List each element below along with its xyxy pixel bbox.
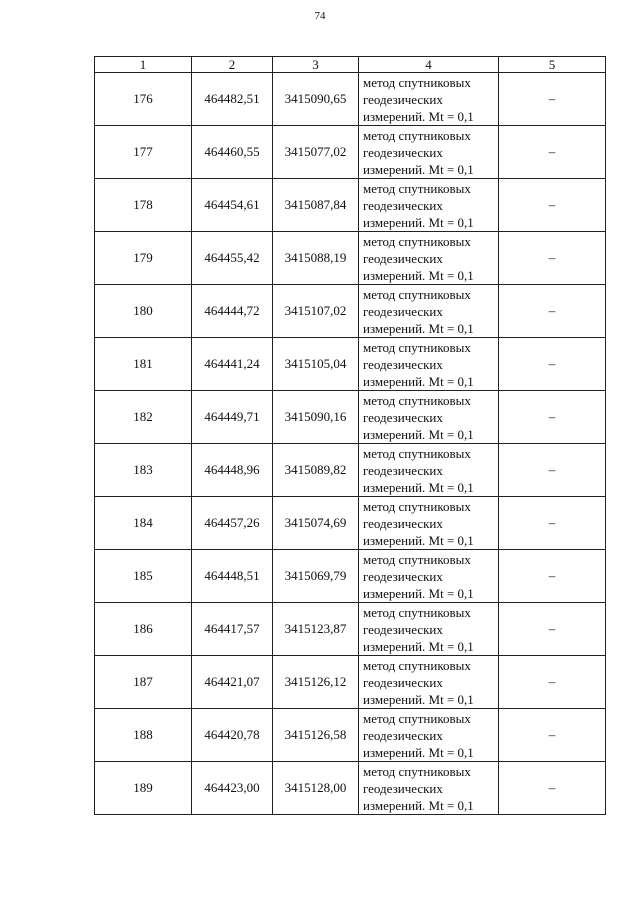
method-line: геодезических — [363, 409, 443, 425]
note-cell: – — [499, 656, 606, 709]
column-header-2: 2 — [192, 57, 273, 73]
x-coordinate-cell: 464455,42 — [192, 232, 273, 285]
table-row — [95, 444, 606, 497]
point-number-cell: 179 — [95, 232, 192, 285]
point-number-cell: 185 — [95, 550, 192, 603]
method-line: измерений. Mt = 0,1 — [363, 691, 474, 707]
method-line: метод спутниковых — [363, 604, 471, 620]
method-line: измерений. Mt = 0,1 — [363, 320, 474, 336]
point-number-cell: 177 — [95, 126, 192, 179]
column-header-5: 5 — [499, 57, 606, 73]
method-line: измерений. Mt = 0,1 — [363, 373, 474, 389]
point-number-cell: 182 — [95, 391, 192, 444]
x-coordinate-cell: 464482,51 — [192, 73, 273, 126]
method-line: измерений. Mt = 0,1 — [363, 744, 474, 760]
method-line: метод спутниковых — [363, 763, 471, 779]
page-number: 74 — [314, 10, 326, 22]
note-cell: – — [499, 232, 606, 285]
y-coordinate-cell: 3415077,02 — [273, 126, 359, 179]
method-line: измерений. Mt = 0,1 — [363, 267, 474, 283]
y-coordinate-cell: 3415105,04 — [273, 338, 359, 391]
note-cell: – — [499, 497, 606, 550]
table-row — [95, 709, 606, 762]
method-cell — [359, 656, 499, 709]
table-row — [95, 656, 606, 709]
y-coordinate-cell: 3415123,87 — [273, 603, 359, 656]
method-line: геодезических — [363, 144, 443, 160]
table-row — [95, 126, 606, 179]
table-row — [95, 232, 606, 285]
y-coordinate-cell: 3415089,82 — [273, 444, 359, 497]
method-line: метод спутниковых — [363, 498, 471, 514]
method-line: геодезических — [363, 674, 443, 690]
method-line: измерений. Mt = 0,1 — [363, 161, 474, 177]
y-coordinate-cell: 3415069,79 — [273, 550, 359, 603]
method-cell — [359, 762, 499, 815]
column-header-3: 3 — [273, 57, 359, 73]
method-cell — [359, 73, 499, 126]
y-coordinate-cell: 3415087,84 — [273, 179, 359, 232]
method-line: геодезических — [363, 91, 443, 107]
note-cell: – — [499, 391, 606, 444]
x-coordinate-cell: 464460,55 — [192, 126, 273, 179]
note-cell: – — [499, 550, 606, 603]
method-line: метод спутниковых — [363, 233, 471, 249]
note-cell: – — [499, 126, 606, 179]
method-line: измерений. Mt = 0,1 — [363, 214, 474, 230]
method-line: метод спутниковых — [363, 286, 471, 302]
method-line: геодезических — [363, 197, 443, 213]
method-cell — [359, 497, 499, 550]
method-line: геодезических — [363, 515, 443, 531]
method-line: метод спутниковых — [363, 127, 471, 143]
method-line: геодезических — [363, 250, 443, 266]
method-cell — [359, 550, 499, 603]
table-row — [95, 603, 606, 656]
x-coordinate-cell: 464449,71 — [192, 391, 273, 444]
method-line: измерений. Mt = 0,1 — [363, 532, 474, 548]
note-cell: – — [499, 338, 606, 391]
column-header-1: 1 — [95, 57, 192, 73]
y-coordinate-cell: 3415107,02 — [273, 285, 359, 338]
x-coordinate-cell: 464420,78 — [192, 709, 273, 762]
note-cell: – — [499, 762, 606, 815]
table-row — [95, 550, 606, 603]
x-coordinate-cell: 464457,26 — [192, 497, 273, 550]
method-line: метод спутниковых — [363, 74, 471, 90]
note-cell: – — [499, 285, 606, 338]
x-coordinate-cell: 464423,00 — [192, 762, 273, 815]
method-line: измерений. Mt = 0,1 — [363, 797, 474, 813]
y-coordinate-cell: 3415128,00 — [273, 762, 359, 815]
method-cell — [359, 444, 499, 497]
y-coordinate-cell: 3415088,19 — [273, 232, 359, 285]
note-cell: – — [499, 603, 606, 656]
method-line: геодезических — [363, 621, 443, 637]
point-number-cell: 187 — [95, 656, 192, 709]
x-coordinate-cell: 464448,96 — [192, 444, 273, 497]
method-line: геодезических — [363, 727, 443, 743]
y-coordinate-cell: 3415074,69 — [273, 497, 359, 550]
x-coordinate-cell: 464417,57 — [192, 603, 273, 656]
method-line: метод спутниковых — [363, 445, 471, 461]
table-row — [95, 497, 606, 550]
method-line: геодезических — [363, 568, 443, 584]
note-cell: – — [499, 709, 606, 762]
point-number-cell: 176 — [95, 73, 192, 126]
method-cell — [359, 285, 499, 338]
table-body — [95, 73, 606, 815]
table-row — [95, 285, 606, 338]
table-header — [95, 57, 606, 73]
method-cell — [359, 391, 499, 444]
point-number-cell: 188 — [95, 709, 192, 762]
point-number-cell: 189 — [95, 762, 192, 815]
coordinates-table — [94, 56, 606, 815]
method-line: метод спутниковых — [363, 551, 471, 567]
point-number-cell: 178 — [95, 179, 192, 232]
point-number-cell: 183 — [95, 444, 192, 497]
x-coordinate-cell: 464454,61 — [192, 179, 273, 232]
y-coordinate-cell: 3415090,16 — [273, 391, 359, 444]
method-line: метод спутниковых — [363, 657, 471, 673]
column-header-4: 4 — [359, 57, 499, 73]
point-number-cell: 186 — [95, 603, 192, 656]
method-cell — [359, 232, 499, 285]
method-line: метод спутниковых — [363, 339, 471, 355]
method-line: геодезических — [363, 780, 443, 796]
method-line: измерений. Mt = 0,1 — [363, 426, 474, 442]
method-cell — [359, 126, 499, 179]
note-cell: – — [499, 73, 606, 126]
method-cell — [359, 179, 499, 232]
y-coordinate-cell: 3415126,58 — [273, 709, 359, 762]
method-cell — [359, 709, 499, 762]
table-row — [95, 73, 606, 126]
header-row — [95, 57, 606, 73]
y-coordinate-cell: 3415090,65 — [273, 73, 359, 126]
point-number-cell: 184 — [95, 497, 192, 550]
x-coordinate-cell: 464448,51 — [192, 550, 273, 603]
method-cell — [359, 338, 499, 391]
point-number-cell: 180 — [95, 285, 192, 338]
method-line: геодезических — [363, 356, 443, 372]
table-row — [95, 391, 606, 444]
method-line: метод спутниковых — [363, 180, 471, 196]
method-line: измерений. Mt = 0,1 — [363, 108, 474, 124]
table-row — [95, 179, 606, 232]
method-cell — [359, 603, 499, 656]
x-coordinate-cell: 464441,24 — [192, 338, 273, 391]
method-line: измерений. Mt = 0,1 — [363, 479, 474, 495]
table-row — [95, 762, 606, 815]
note-cell: – — [499, 444, 606, 497]
method-line: метод спутниковых — [363, 392, 471, 408]
point-number-cell: 181 — [95, 338, 192, 391]
y-coordinate-cell: 3415126,12 — [273, 656, 359, 709]
method-line: измерений. Mt = 0,1 — [363, 585, 474, 601]
note-cell: – — [499, 179, 606, 232]
method-line: геодезических — [363, 303, 443, 319]
table-row — [95, 338, 606, 391]
method-line: измерений. Mt = 0,1 — [363, 638, 474, 654]
method-line: геодезических — [363, 462, 443, 478]
x-coordinate-cell: 464444,72 — [192, 285, 273, 338]
x-coordinate-cell: 464421,07 — [192, 656, 273, 709]
method-line: метод спутниковых — [363, 710, 471, 726]
